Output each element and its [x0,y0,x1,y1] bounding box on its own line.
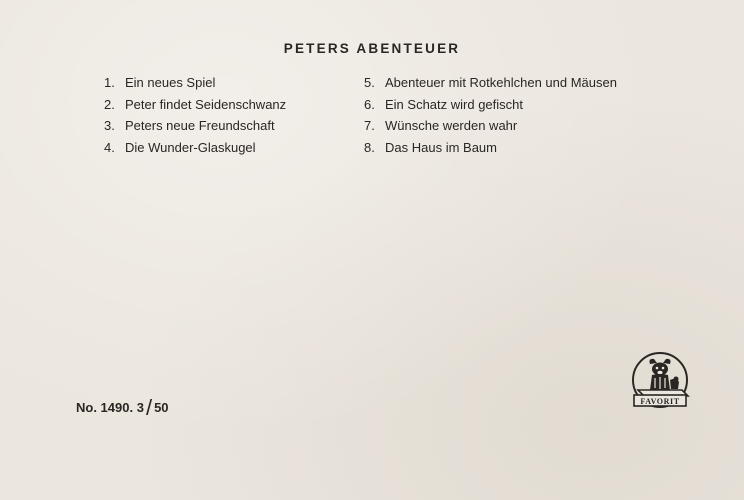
item-title: Abenteuer mit Rotkehlchen und Mäusen [385,75,617,90]
item-title: Die Wunder-Glaskugel [125,139,256,155]
episode-list-left [104,72,286,158]
item-title: Peter findet Seidenschwanz [125,96,287,112]
catalog-suffix: 50 [154,399,169,415]
item-number: 8. [364,139,375,155]
list-item [364,115,617,137]
list-item [104,137,286,159]
item-number: 4. [104,139,115,155]
list-item [364,137,617,159]
episode-list-right [364,72,617,158]
list-item [104,115,286,137]
logo-text: FAVORIT [640,396,680,406]
item-number: 6. [364,96,375,112]
favorit-logo [626,350,694,416]
item-title: Wünsche werden wahr [385,118,518,133]
item-title: Das Haus im Baum [385,139,497,155]
catalog-number [76,394,169,420]
item-number: 7. [364,118,375,133]
item-number: 3. [104,118,115,133]
item-number: 1. [104,75,115,90]
item-title: Ein Schatz wird gefischt [385,96,524,112]
list-item [104,94,286,116]
catalog-slash: / [145,395,153,420]
catalog-prefix: No. 1490. 3 [76,399,144,415]
list-item [364,72,617,94]
item-title: Peters neue Freundschaft [125,118,275,133]
item-title: Ein neues Spiel [125,75,216,90]
item-number: 2. [104,96,115,112]
list-item [104,72,286,94]
page-title: PETERS ABENTEUER [283,41,461,56]
list-item [364,94,617,116]
item-number: 5. [364,75,375,90]
